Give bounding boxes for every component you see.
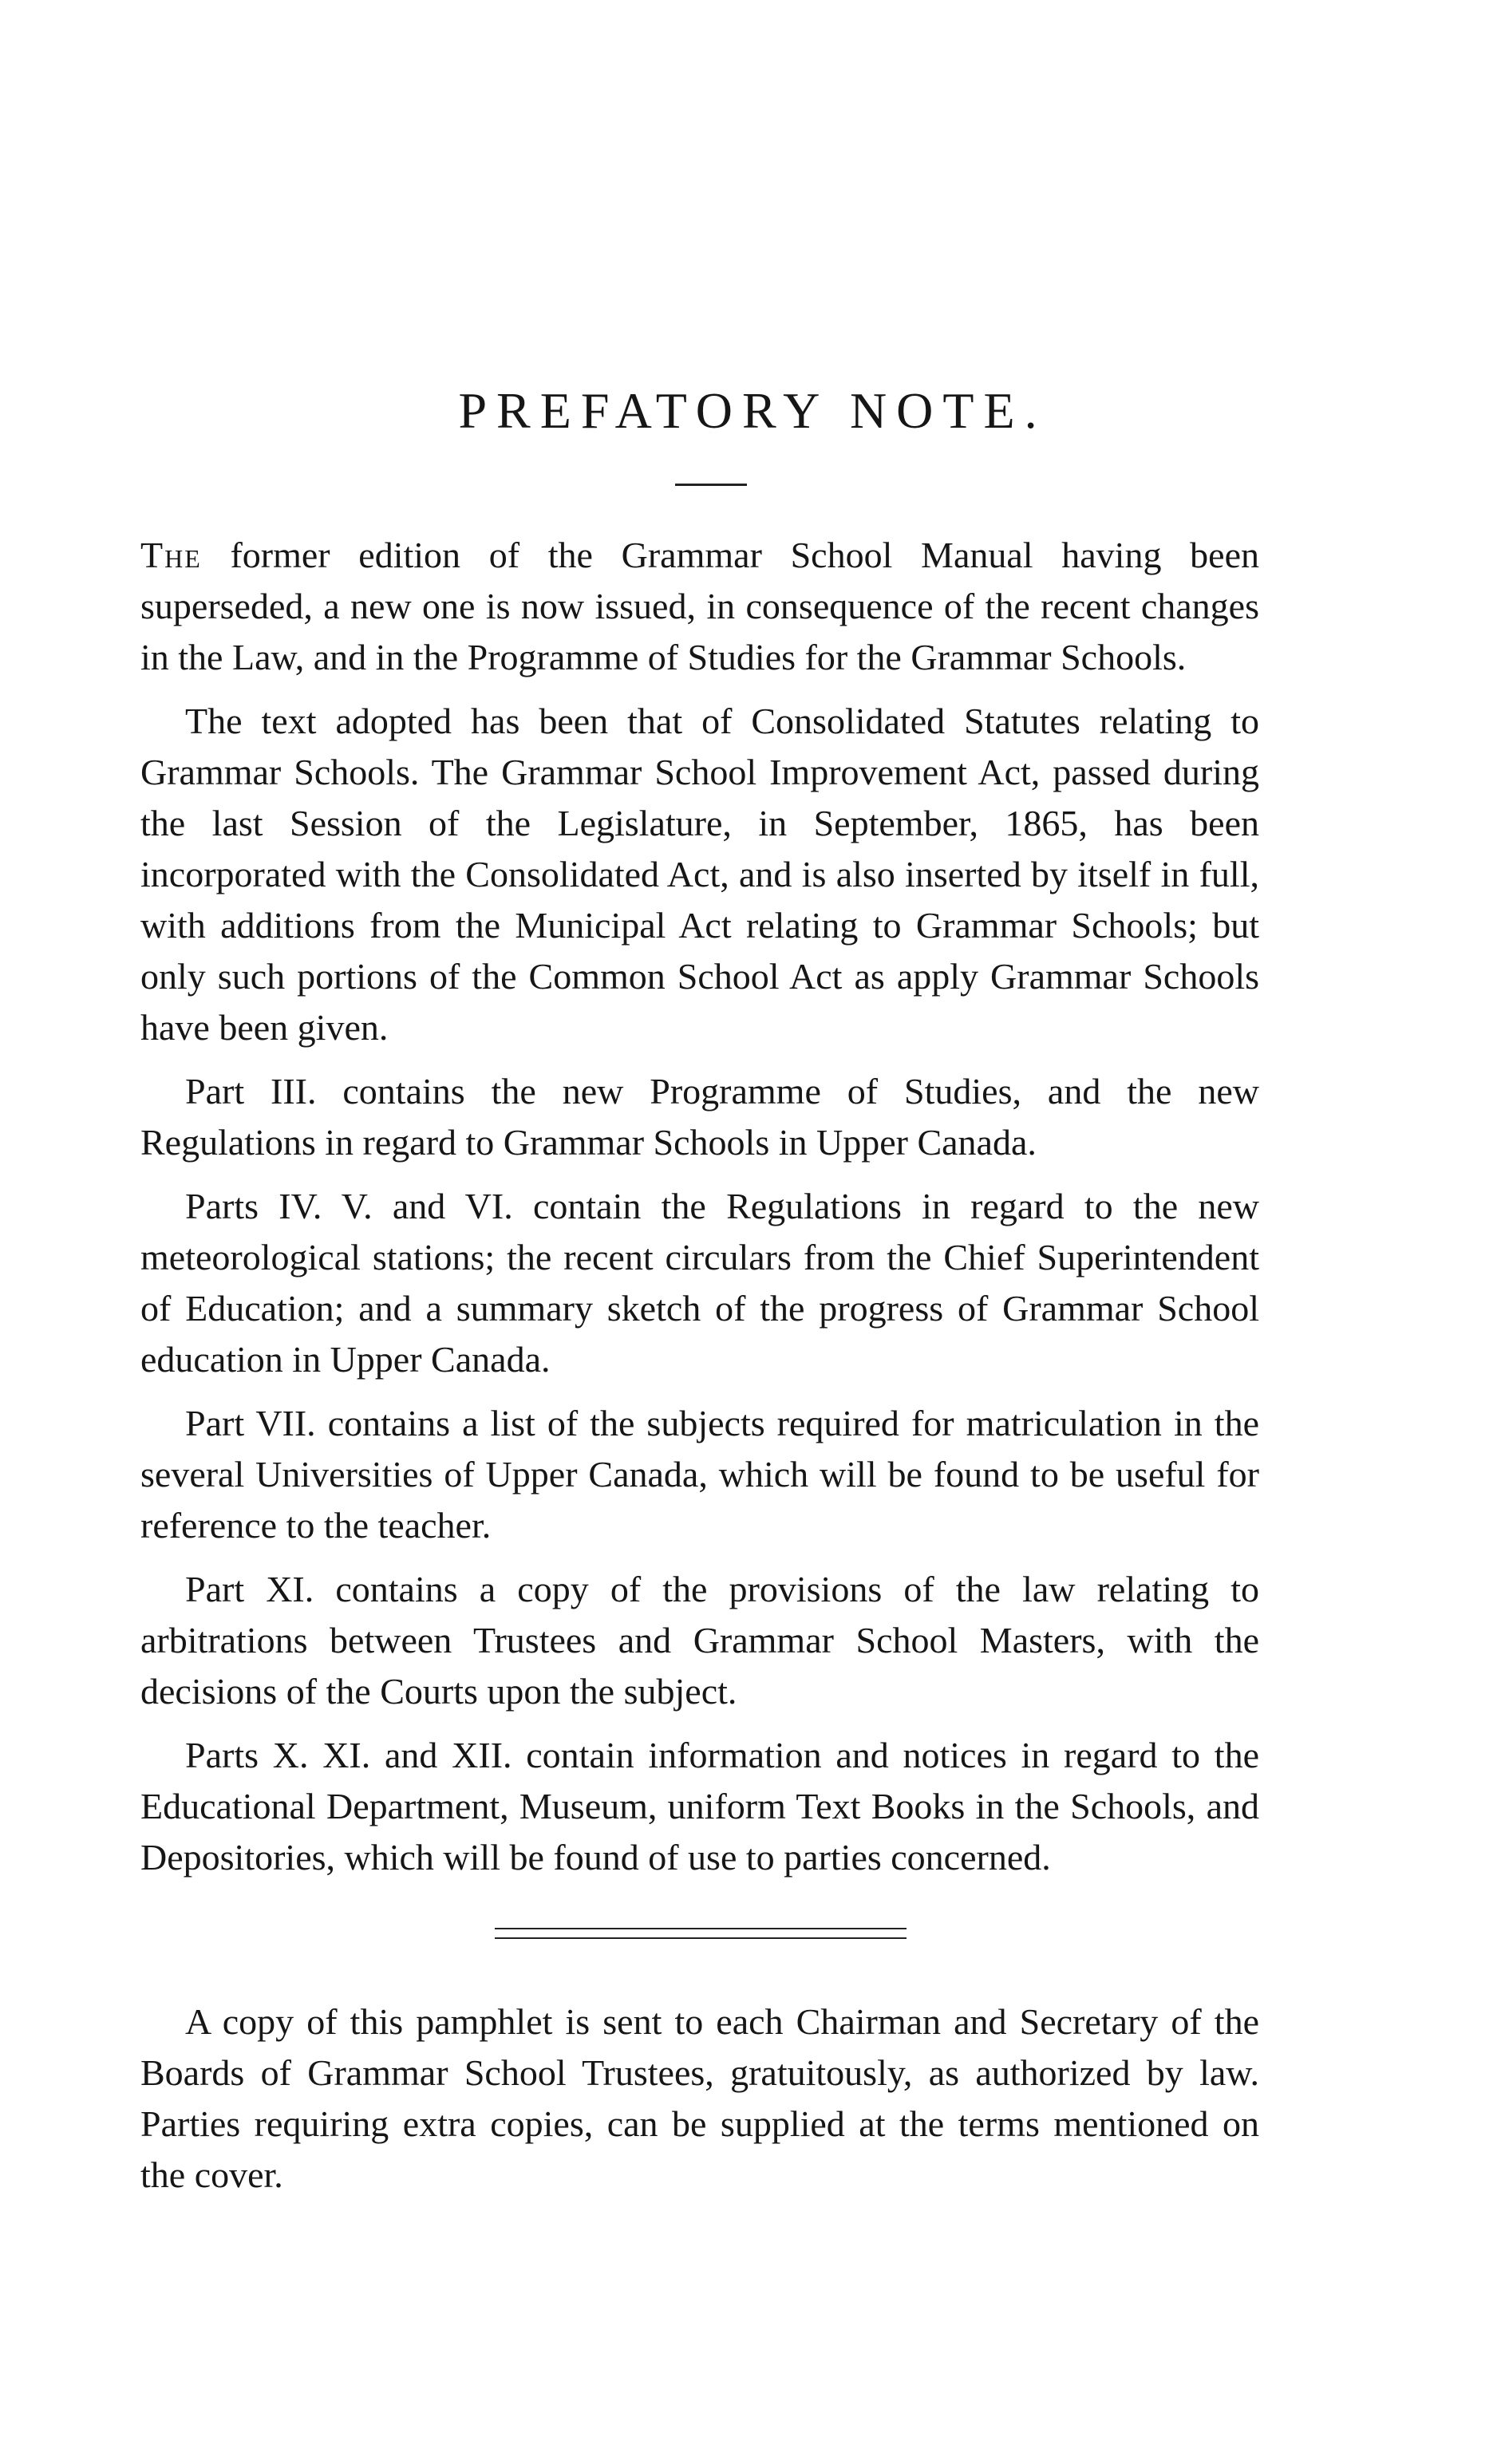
prefatory-body	[140, 530, 1259, 1896]
paragraph-4: Parts IV. V. and VI. contain the Regulations in regard to the new meteorological stations; the recent circulars from the Chief Superintendent of Education; and a summary sketch of the progress of Grammar School education in Upper Canada.	[140, 1186, 1259, 1380]
paragraph-7: Parts X. XI. and XII. contain information and notices in regard to the Educational Department, Museum, uniform Text Books in the Schools, and Depositories, which will be found of use to parties concerned.	[140, 1735, 1259, 1878]
paragraph-3: Part III. contains the new Programme of Studies, and the new Regulations in regard to Grammar Schools in Upper Canada.	[140, 1071, 1259, 1163]
section-divider	[495, 1928, 907, 1939]
distribution-notice	[140, 1996, 1259, 2201]
paragraph-2: The text adopted has been that of Consolidated Statutes relating to Grammar Schools. The Grammar School Improvement Act, passed during the last Session of the Legislature, in September, 1865, has been incorporated with the Consolidated Act, and is also inserted by itself in full, with additions from the Municipal Act relating to Grammar Schools; but only such portions of the Common School Act as apply Grammar Schools have been given.	[140, 701, 1259, 1048]
notice-text: A copy of this pamphlet is sent to each Chairman and Secretary of the Boards of Grammar School Trustees, gratuitously, as authorized by law. Parties requiring extra copies, can be supplied at the terms mentioned on the cover.	[140, 2001, 1259, 2195]
page-title: PREFATORY NOTE.	[458, 382, 1047, 439]
title-rule	[675, 484, 747, 486]
paragraph-5: Part VII. contains a list of the subjects required for matriculation in the several Universities of Upper Canada, which will be found to be useful for reference to the teacher.	[140, 1403, 1259, 1546]
paragraph-1	[140, 530, 1259, 683]
paragraph-6: Part XI. contains a copy of the provisions of the law relating to arbitrations between Trustees and Grammar School Masters, with the decisions of the Courts upon the subject.	[140, 1569, 1259, 1712]
paragraph-1-text: former edition of the Grammar School Manual having been superseded, a new one is now issued, in consequence of the recent changes in the Law, and in the Programme of Studies for the Grammar Schools.	[140, 535, 1259, 677]
lead-word: The	[140, 535, 202, 575]
